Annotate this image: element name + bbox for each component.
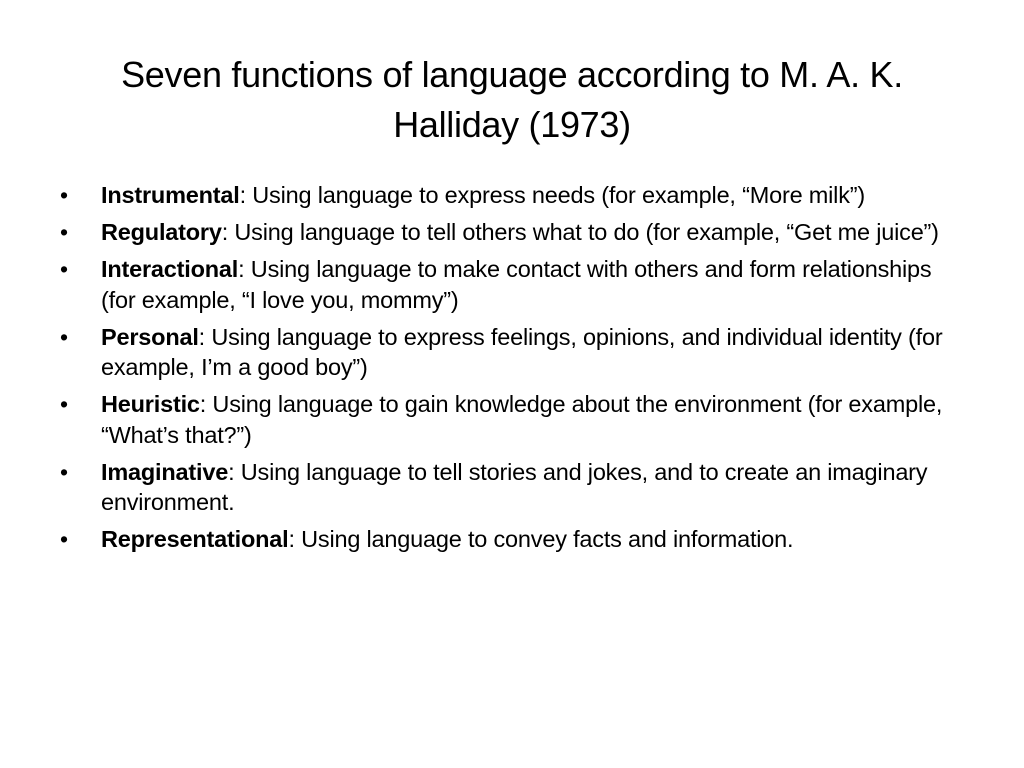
bullet-description: : Using language to tell others what to do (for example, “Get me juice”) bbox=[221, 219, 939, 245]
slide-title-line-1: Seven functions of language according to M. A. K. bbox=[121, 54, 903, 95]
bullet-item-instrumental bbox=[60, 180, 968, 211]
bullet-icon: • bbox=[60, 219, 68, 245]
bullet-item-heuristic bbox=[60, 389, 968, 450]
bullet-icon: • bbox=[60, 526, 68, 552]
bullet-term: Personal bbox=[101, 323, 199, 350]
bullet-item-regulatory bbox=[60, 217, 968, 248]
bullet-description: : Using language to make contact with others and form relationships (for example, “I love you, mommy”) bbox=[101, 256, 932, 313]
bullet-term: Heuristic bbox=[101, 391, 200, 417]
bullet-term: Representational bbox=[101, 526, 289, 552]
bullet-icon: • bbox=[60, 323, 68, 350]
bullet-term: Interactional bbox=[101, 256, 239, 282]
bullet-description: : Using language to express feelings, opinions, and individual identity (for example, I’m a good boy”) bbox=[101, 323, 943, 380]
bullet-description: : Using language to convey facts and information. bbox=[288, 526, 794, 552]
bullet-icon: • bbox=[60, 182, 68, 208]
bullet-description: : Using language to express needs (for example, “More milk”) bbox=[239, 182, 866, 208]
slide-title-line-2: Halliday (1973) bbox=[393, 104, 631, 145]
bullet-description: : Using language to tell stories and jokes, and to create an imaginary environment. bbox=[101, 458, 928, 515]
bullet-list bbox=[60, 180, 968, 561]
bullet-term: Imaginative bbox=[101, 458, 229, 485]
bullet-item-representational bbox=[60, 524, 968, 555]
bullet-item-interactional bbox=[60, 254, 968, 315]
slide-title bbox=[70, 50, 954, 150]
bullet-icon: • bbox=[60, 256, 68, 282]
bullet-term: Instrumental bbox=[101, 182, 240, 208]
bullet-icon: • bbox=[60, 391, 68, 417]
bullet-item-imaginative bbox=[60, 457, 968, 518]
bullet-icon: • bbox=[60, 458, 68, 485]
bullet-description: : Using language to gain knowledge about the environment (for example, “What’s that?”) bbox=[101, 391, 943, 448]
bullet-item-personal bbox=[60, 322, 968, 383]
bullet-term: Regulatory bbox=[101, 219, 222, 245]
